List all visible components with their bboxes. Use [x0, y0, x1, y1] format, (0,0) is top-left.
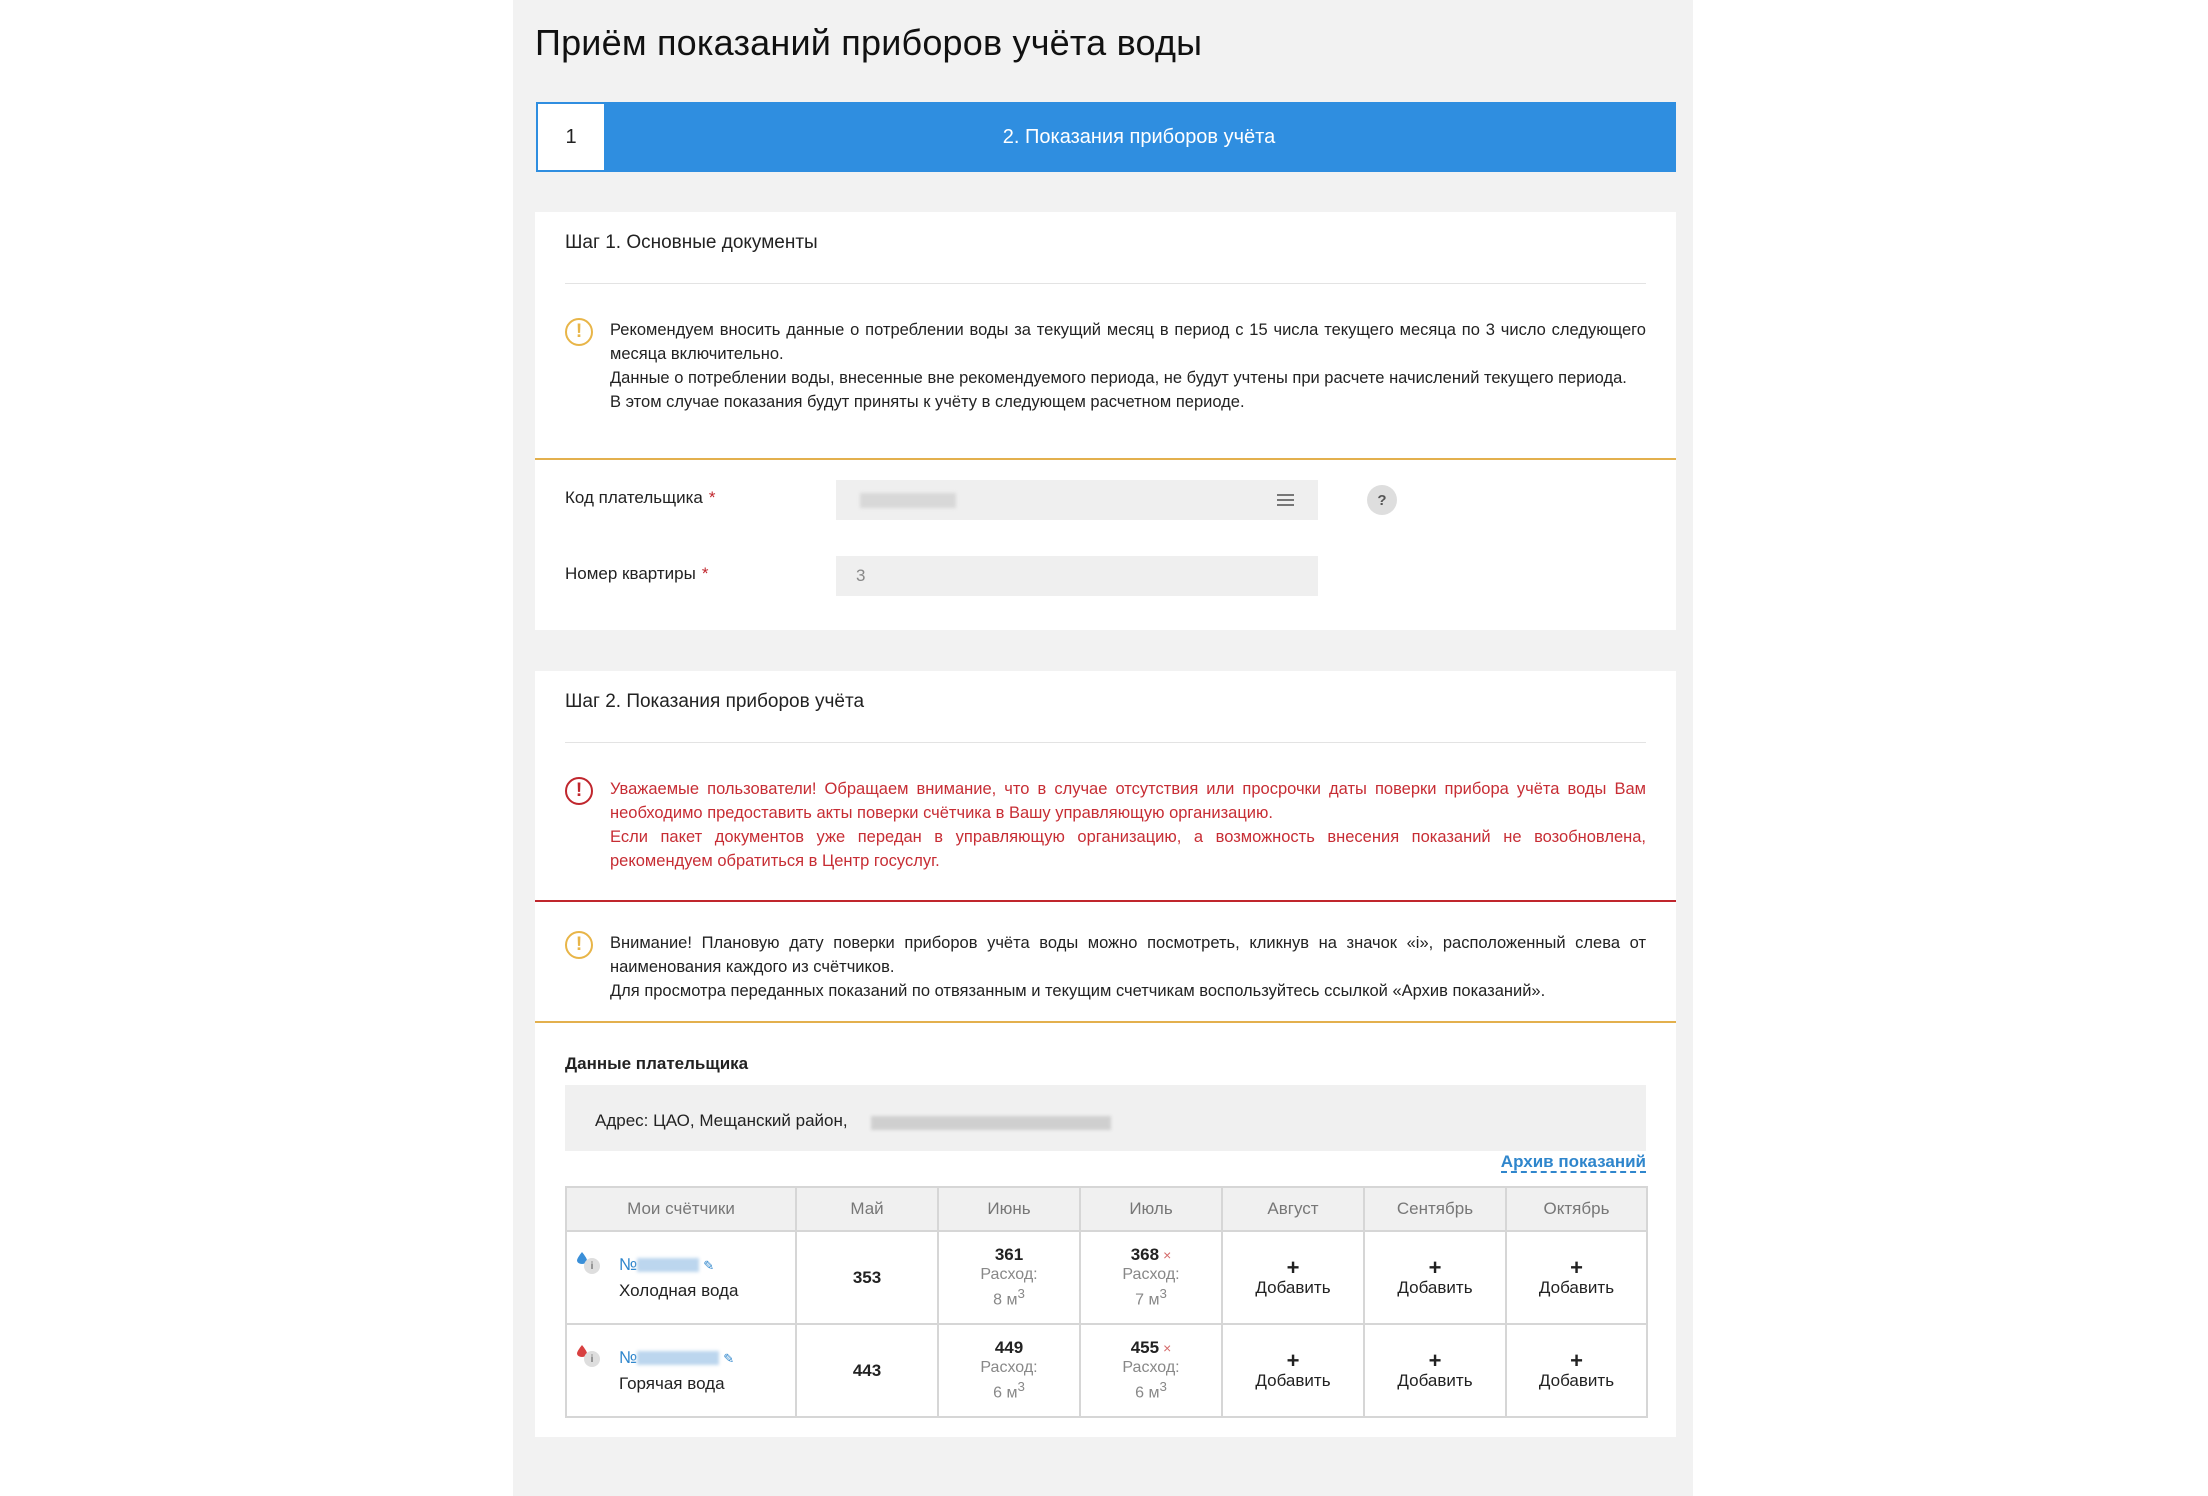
error-icon: !: [565, 777, 593, 805]
divider: [565, 283, 1646, 284]
reading-cell: 443: [796, 1324, 938, 1417]
address-text: Адрес: ЦАО, Мещанский район,: [595, 1111, 848, 1130]
meter-number-link[interactable]: №: [619, 1348, 719, 1367]
delete-icon[interactable]: ×: [1163, 1247, 1172, 1264]
column-header: Мои счётчики: [566, 1187, 796, 1231]
redacted-address: [871, 1116, 1111, 1130]
meter-type: Холодная вода: [619, 1280, 739, 1300]
meters-table: [565, 1186, 1648, 1418]
table-header-row: [566, 1187, 1647, 1231]
column-header: Май: [796, 1187, 938, 1231]
reading-cell: 455 × Расход: 6 $м^3$: [1080, 1324, 1222, 1417]
attention-line: Внимание! Плановую дату поверки приборов учёта воды можно посмотреть, кликнув на значок «i», расположенный слева от наименования каждого из счётчиков.: [610, 934, 1646, 976]
help-icon[interactable]: ?: [1367, 485, 1397, 515]
payer-code-label: Код плательщика *: [565, 488, 716, 507]
step1-title: Шаг 1. Основные документы: [565, 232, 818, 253]
meter-number-link[interactable]: №: [619, 1255, 699, 1274]
menu-icon[interactable]: [1277, 494, 1294, 506]
apartment-field[interactable]: [836, 556, 1318, 596]
info-icon[interactable]: i: [584, 1258, 600, 1274]
error-line: Уважаемые пользователи! Обращаем внимание, что в случае отсутствия или просрочки даты поверки прибора учёта воды Вам необходимо предоставить акты поверки счётчика в Вашу управляющую организацию.: [610, 780, 1646, 822]
period-notice: [535, 306, 1676, 416]
apartment-label: Номер квартиры *: [565, 564, 709, 583]
payer-data-heading: Данные плательщика: [565, 1054, 749, 1073]
reading-cell: 353: [796, 1231, 938, 1324]
add-reading-button[interactable]: + Добавить: [1506, 1231, 1647, 1324]
page-container: [513, 0, 1693, 1496]
info-icon[interactable]: i: [584, 1351, 600, 1367]
meter-type: Горячая вода: [619, 1373, 725, 1393]
notice-line: Данные о потреблении воды, внесенные вне рекомендуемого периода, не будут учтены при расчете начислений текущего периода.: [610, 369, 1627, 387]
divider: [565, 742, 1646, 743]
add-reading-button[interactable]: + Добавить: [1364, 1231, 1506, 1324]
add-reading-button[interactable]: + Добавить: [1222, 1324, 1364, 1417]
payer-code-select[interactable]: [836, 480, 1318, 520]
column-header: Октябрь: [1506, 1187, 1647, 1231]
plus-icon: +: [1428, 1254, 1442, 1280]
meter-cell: [566, 1231, 796, 1324]
warning-icon: !: [565, 318, 593, 346]
table-row: [566, 1324, 1647, 1417]
reading-cell: 361 Расход: 8 $м^3$: [938, 1231, 1080, 1324]
add-reading-button[interactable]: + Добавить: [1222, 1231, 1364, 1324]
plus-icon: +: [1428, 1347, 1442, 1373]
notice-line: Рекомендуем вносить данные о потреблении воды за текущий месяц в период с 15 числа текущего месяца по 3 число следующего месяца включительно.: [610, 321, 1646, 363]
step2-title: Шаг 2. Показания приборов учёта: [565, 691, 865, 712]
step-2-tab[interactable]: 2. Показания приборов учёта: [1002, 125, 1276, 148]
plus-icon: +: [1570, 1254, 1583, 1280]
step1-card: [535, 212, 1676, 630]
edit-icon[interactable]: ✎: [703, 1257, 715, 1273]
redacted-value: [860, 493, 956, 508]
notice-border: [535, 458, 1676, 460]
column-header: Июнь: [938, 1187, 1080, 1231]
error-line: Если пакет документов уже передан в управляющую организацию, а возможность внесения показаний не возобновлена, рекомендуем обратиться в Центр госуслуг.: [610, 828, 1646, 870]
delete-icon[interactable]: ×: [1163, 1340, 1172, 1357]
column-header: Сентябрь: [1364, 1187, 1506, 1231]
plus-icon: +: [1286, 1347, 1300, 1373]
reading-cell: 368 × Расход: 7 $м^3$: [1080, 1231, 1222, 1324]
column-header: Июль: [1080, 1187, 1222, 1231]
plus-icon: +: [1570, 1347, 1583, 1373]
reading-cell: 449 Расход: 6 $м^3$: [938, 1324, 1080, 1417]
add-reading-button[interactable]: + Добавить: [1506, 1324, 1647, 1417]
stepper: [536, 102, 1676, 172]
archive-link[interactable]: Архив показаний: [1500, 1152, 1646, 1171]
warning-icon: !: [565, 931, 593, 959]
step2-card: [535, 671, 1676, 1437]
step-1-tab[interactable]: 1: [538, 104, 604, 170]
attention-border: [535, 1021, 1676, 1023]
address-box: [565, 1085, 1646, 1151]
column-header: Август: [1222, 1187, 1364, 1231]
attention-line: Для просмотра переданных показаний по отвязанным и текущим счетчикам воспользуйтесь ссылкой «Архив показаний».: [610, 982, 1546, 1000]
meter-cell: [566, 1324, 796, 1417]
page-title: Приём показаний приборов учёта воды: [535, 22, 1203, 63]
edit-icon[interactable]: ✎: [723, 1350, 735, 1366]
table-row: [566, 1231, 1647, 1324]
error-border: [535, 900, 1676, 902]
plus-icon: +: [1286, 1254, 1300, 1280]
notice-line: В этом случае показания будут приняты к учёту в следующем расчетном периоде.: [610, 393, 1245, 411]
add-reading-button[interactable]: + Добавить: [1364, 1324, 1506, 1417]
